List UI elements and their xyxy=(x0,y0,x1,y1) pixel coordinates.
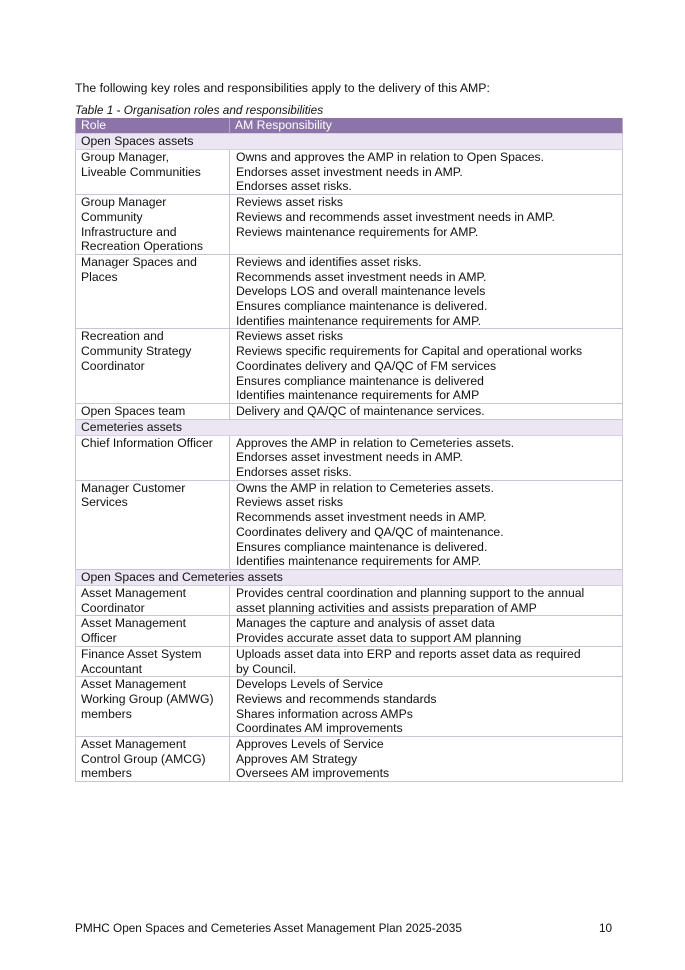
role-text-line: Asset Management xyxy=(81,677,187,692)
role-text-line: Open Spaces team xyxy=(81,403,186,418)
role-text-line: members xyxy=(81,766,132,781)
role-text-line: Services xyxy=(81,495,128,510)
role-text-line: Working Group (AMWG) xyxy=(81,691,214,706)
role-cell xyxy=(76,435,230,480)
role-text-line: members xyxy=(81,706,132,721)
responsibility-text-line: Coordinates delivery and QA/QC of maintenance. xyxy=(236,524,504,539)
responsibility-text-line: Shares information across AMPs xyxy=(236,706,413,721)
table-header-row xyxy=(76,118,623,134)
role-text-line: Asset Management xyxy=(81,585,187,600)
role-text-line: Finance Asset System xyxy=(81,646,202,661)
section-title: Open Spaces assets xyxy=(76,134,623,150)
role-cell xyxy=(76,616,230,646)
responsibility-cell xyxy=(230,585,623,615)
responsibility-cell xyxy=(230,150,623,195)
role-text-line: Group Manager xyxy=(81,195,167,210)
table-row xyxy=(76,403,623,419)
responsibility-text-line: Reviews and recommends standards xyxy=(236,691,437,706)
section-title: Cemeteries assets xyxy=(76,419,623,435)
responsibility-text-line: Oversees AM improvements xyxy=(236,766,390,781)
responsibility-text-line: Manages the capture and analysis of asset data xyxy=(236,616,495,631)
role-cell xyxy=(76,329,230,404)
responsibility-cell xyxy=(230,254,623,329)
role-text-line: Accountant xyxy=(81,661,142,676)
responsibility-text-line: asset planning activities and assists preparation of AMP xyxy=(236,600,537,615)
responsibility-text-line: Endorses asset risks. xyxy=(236,465,352,480)
responsibility-cell xyxy=(230,616,623,646)
responsibility-text-line: Coordinates AM improvements xyxy=(236,721,403,736)
section-row xyxy=(76,569,623,585)
responsibility-cell xyxy=(230,195,623,255)
responsibility-text-line: Delivery and QA/QC of maintenance services. xyxy=(236,403,485,418)
responsibility-text-line: Reviews asset risks xyxy=(236,195,344,210)
responsibility-text-line: Owns the AMP in relation to Cemeteries assets. xyxy=(236,480,494,495)
role-cell xyxy=(76,150,230,195)
role-cell xyxy=(76,737,230,782)
table-row xyxy=(76,480,623,569)
role-text-line: Places xyxy=(81,269,118,284)
responsibility-text-line: Approves Levels of Service xyxy=(236,737,384,752)
role-cell xyxy=(76,585,230,615)
responsibility-cell xyxy=(230,329,623,404)
table-row xyxy=(76,616,623,646)
responsibility-text-line: Reviews specific requirements for Capital and operational works xyxy=(236,344,583,359)
responsibility-text-line: Recommends asset investment needs in AMP. xyxy=(236,269,487,284)
role-cell xyxy=(76,403,230,419)
responsibility-text-line: Endorses asset risks. xyxy=(236,179,352,194)
role-text-line: Community xyxy=(81,209,143,224)
table-row xyxy=(76,254,623,329)
responsibility-cell xyxy=(230,403,623,419)
role-cell xyxy=(76,195,230,255)
role-text-line: Manager Customer xyxy=(81,480,186,495)
role-text-line: Group Manager, xyxy=(81,150,170,164)
table-row xyxy=(76,195,623,255)
role-text-line: Community Strategy xyxy=(81,344,192,359)
responsibility-text-line: Provides accurate asset data to support AM planning xyxy=(236,631,522,646)
responsibility-text-line: Owns and approves the AMP in relation to Open Spaces. xyxy=(236,150,545,164)
responsibility-cell xyxy=(230,435,623,480)
responsibility-text-line: Endorses asset investment needs in AMP. xyxy=(236,450,463,465)
responsibility-text-line: Ensures compliance maintenance is delivered. xyxy=(236,539,488,554)
role-cell xyxy=(76,480,230,569)
responsibility-text-line: Develops Levels of Service xyxy=(236,677,383,692)
table-caption: Table 1 - Organisation roles and responsibilities xyxy=(75,103,324,117)
role-text-line: Coordinator xyxy=(81,600,145,615)
responsibility-text-line: Reviews and identifies asset risks. xyxy=(236,254,422,269)
role-text-line: Chief Information Officer xyxy=(81,435,213,450)
footer-title: PMHC Open Spaces and Cemeteries Asset Management Plan 2025-2035 xyxy=(75,921,462,935)
section-title: Open Spaces and Cemeteries assets xyxy=(76,569,623,585)
responsibility-text-line: Identifies maintenance requirements for AMP. xyxy=(236,313,482,328)
table-row xyxy=(76,329,623,404)
role-text-line: Asset Management xyxy=(81,737,187,752)
responsibility-text-line: Approves AM Strategy xyxy=(236,751,358,766)
responsibility-cell xyxy=(230,480,623,569)
page-number: 10 xyxy=(599,921,613,935)
role-cell xyxy=(76,254,230,329)
role-cell xyxy=(76,646,230,676)
responsibility-text-line: Uploads asset data into ERP and reports asset data as required xyxy=(236,646,581,661)
responsibility-text-line: by Council. xyxy=(236,661,297,676)
header-am-responsibility: AM Responsibility xyxy=(230,118,623,134)
role-text-line: Recreation and xyxy=(81,329,164,344)
role-text-line: Asset Management xyxy=(81,616,187,631)
section-row xyxy=(76,419,623,435)
role-cell xyxy=(76,677,230,737)
table-row xyxy=(76,585,623,615)
responsibility-cell xyxy=(230,737,623,782)
table-row xyxy=(76,435,623,480)
table-row xyxy=(76,737,623,782)
responsibility-text-line: Provides central coordination and planning support to the annual xyxy=(236,585,585,600)
responsibility-text-line: Identifies maintenance requirements for AMP xyxy=(236,388,480,403)
responsibility-text-line: Ensures compliance maintenance is delivered xyxy=(236,373,484,388)
roles-table-body xyxy=(76,134,623,782)
responsibility-text-line: Identifies maintenance requirements for AMP. xyxy=(236,554,482,569)
table-row xyxy=(76,646,623,676)
role-text-line: Control Group (AMCG) xyxy=(81,751,206,766)
role-text-line: Officer xyxy=(81,631,117,646)
role-text-line: Recreation Operations xyxy=(81,239,203,254)
role-text-line: Manager Spaces and xyxy=(81,254,197,269)
role-text-line: Coordinator xyxy=(81,358,145,373)
roles-table xyxy=(75,118,623,782)
role-text-line: Liveable Communities xyxy=(81,164,201,179)
responsibility-text-line: Recommends asset investment needs in AMP. xyxy=(236,510,487,525)
responsibility-cell xyxy=(230,677,623,737)
responsibility-text-line: Develops LOS and overall maintenance levels xyxy=(236,284,486,299)
responsibility-text-line: Approves the AMP in relation to Cemeteries assets. xyxy=(236,435,515,450)
header-role: Role xyxy=(76,118,230,134)
responsibility-cell xyxy=(230,646,623,676)
responsibility-text-line: Reviews and recommends asset investment needs in AMP. xyxy=(236,209,555,224)
role-text-line: Infrastructure and xyxy=(81,224,177,239)
table-row xyxy=(76,677,623,737)
responsibility-text-line: Reviews asset risks xyxy=(236,329,344,344)
section-row xyxy=(76,134,623,150)
responsibility-text-line: Coordinates delivery and QA/QC of FM services xyxy=(236,358,497,373)
responsibility-text-line: Ensures compliance maintenance is delivered. xyxy=(236,299,488,314)
responsibility-text-line: Endorses asset investment needs in AMP. xyxy=(236,164,463,179)
intro-paragraph: The following key roles and responsibilities apply to the delivery of this AMP: xyxy=(75,81,490,95)
table-row xyxy=(76,150,623,195)
responsibility-text-line: Reviews asset risks xyxy=(236,495,344,510)
responsibility-text-line: Reviews maintenance requirements for AMP. xyxy=(236,224,479,239)
